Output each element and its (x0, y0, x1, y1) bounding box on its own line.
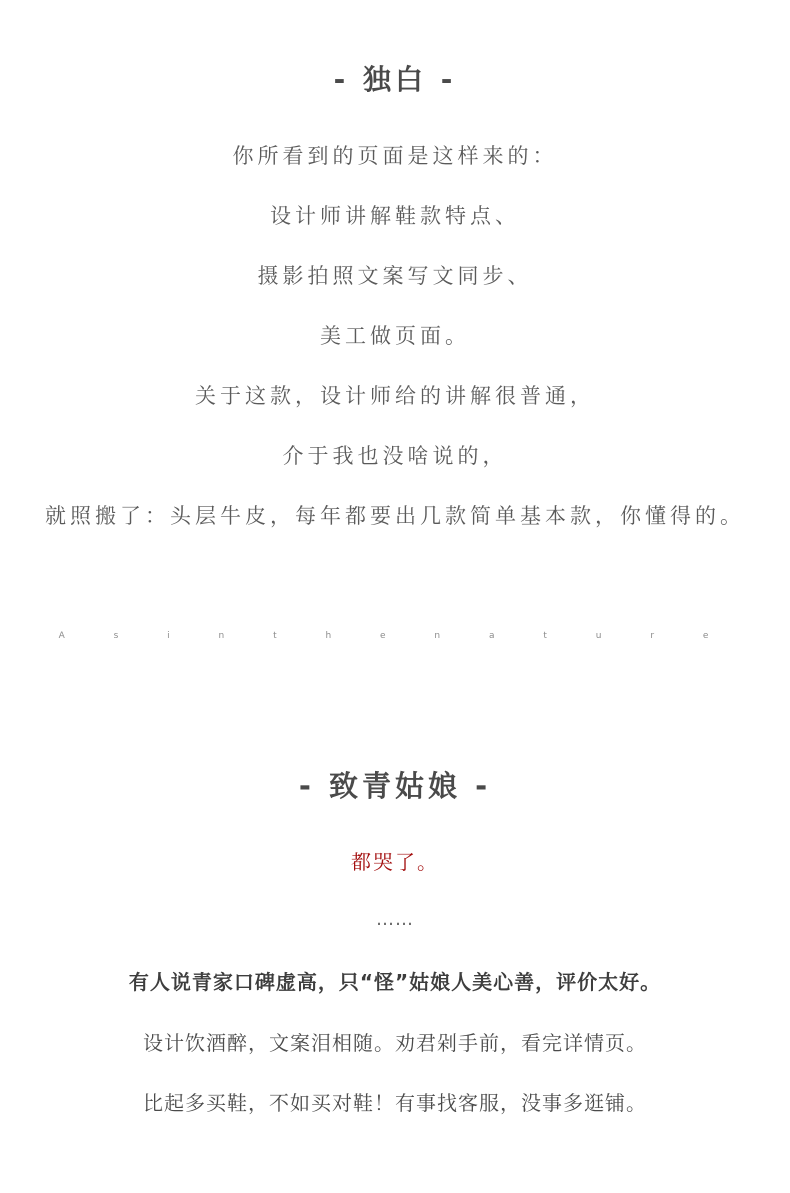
highlight-text: 都哭了。 (351, 850, 439, 874)
bold-line: 有人说青家口碑虚高，只“怪”姑娘人美心善，评价太好。 (128, 970, 662, 994)
dedication-line: 比起多买鞋，不如买对鞋！有事找客服，没事多逛铺。 (143, 1091, 647, 1115)
dedication-title: - 致青姑娘 - (298, 769, 492, 803)
divider-caption: A s i n t h e n a t u r e (58, 631, 732, 641)
monologue-line: 设计师讲解鞋款特点、 (270, 204, 520, 228)
monologue-line: 美工做页面。 (320, 324, 470, 348)
monologue-line: 关于这款，设计师给的讲解很普通， (195, 384, 595, 408)
monologue-line: 介于我也没啥说的， (282, 444, 508, 468)
dedication-line: 设计饮酒醉，文案泪相随。劝君剁手前，看完详情页。 (143, 1031, 647, 1055)
monologue-line: 你所看到的页面是这样来的： (232, 144, 558, 168)
ellipsis: …… (376, 909, 414, 930)
monologue-line: 就照搬了：头层牛皮，每年都要出几款简单基本款，你懂得的。 (45, 504, 745, 528)
monologue-line: 摄影拍照文案写文同步、 (257, 264, 533, 288)
monologue-title: - 独白 - (333, 63, 457, 96)
